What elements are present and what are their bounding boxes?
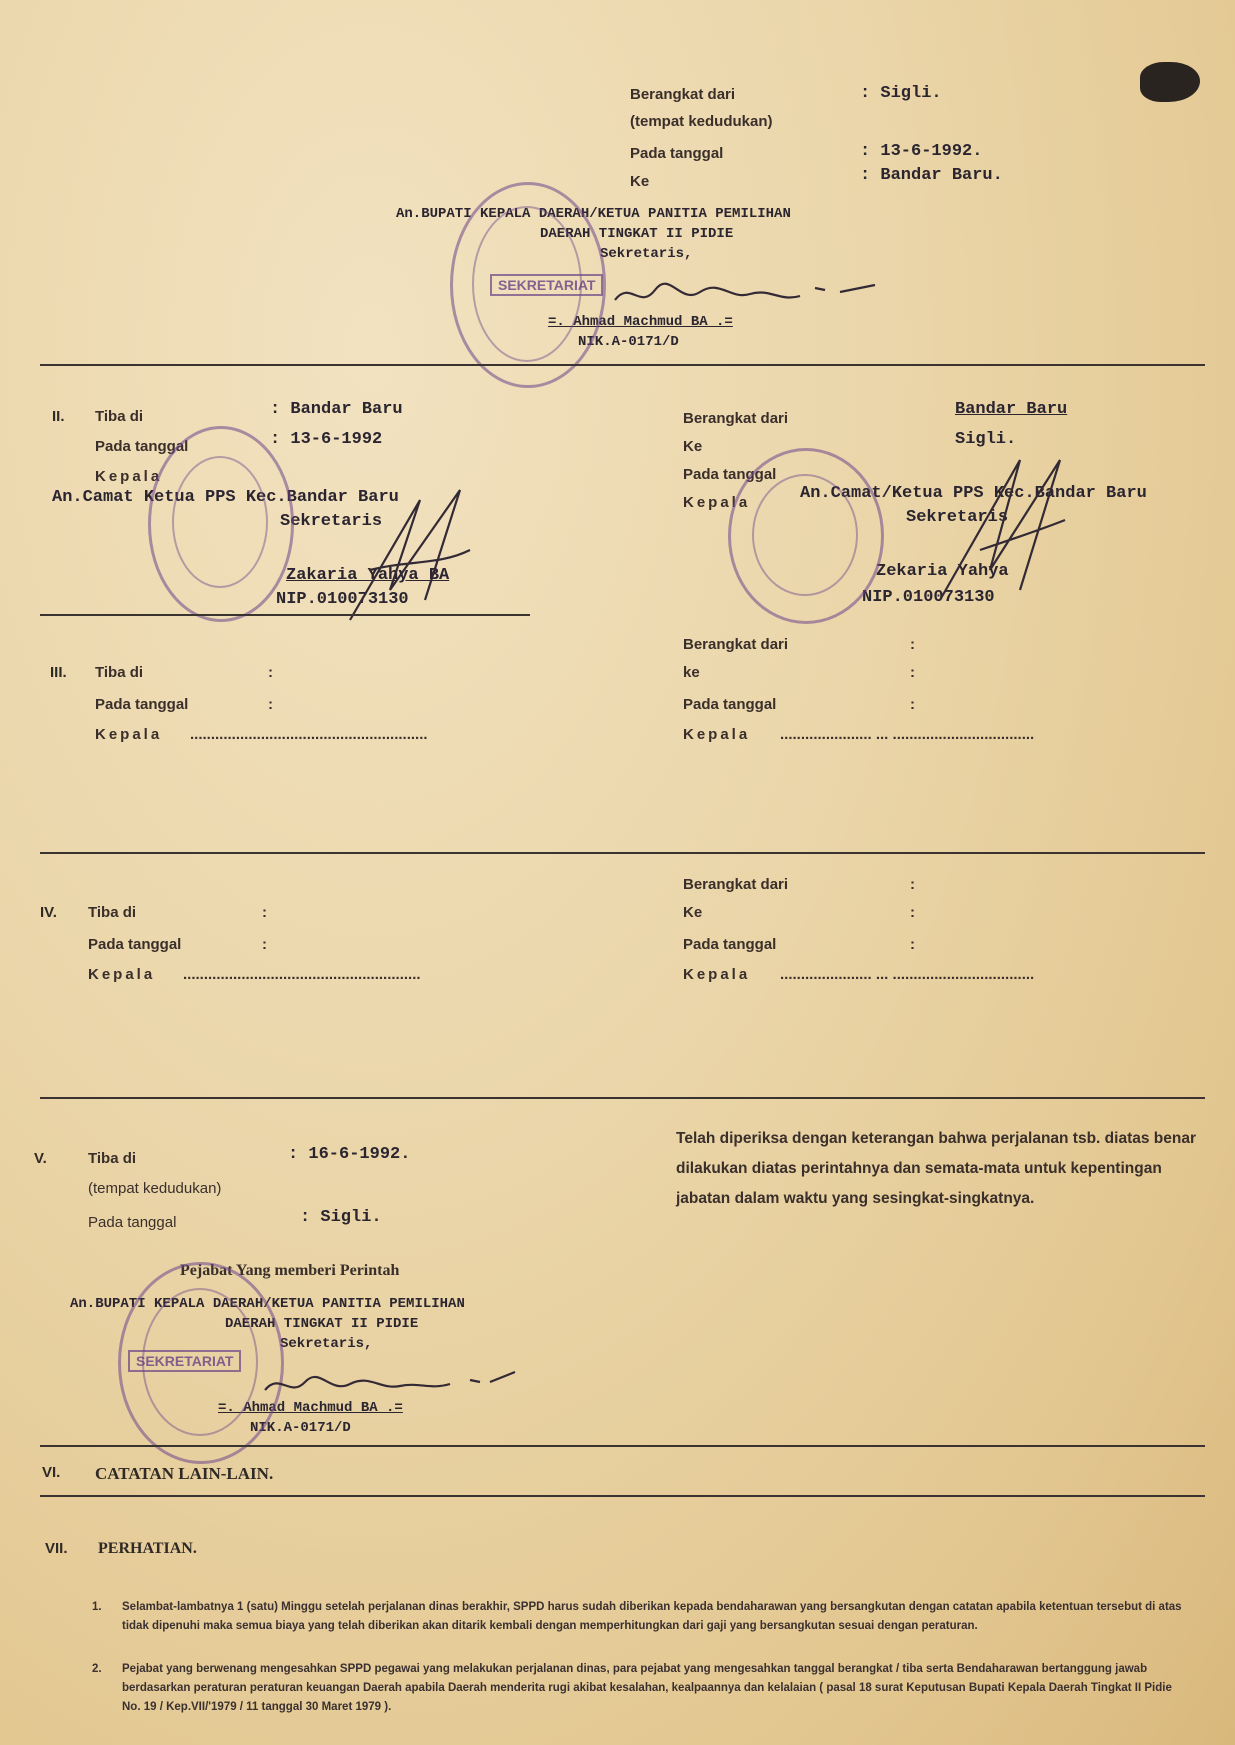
signatory-nik: NIK.A-0171/D bbox=[250, 1420, 351, 1436]
tanggal-value: : 13-6-1992. bbox=[860, 142, 983, 161]
tiba-value: : Bandar Baru bbox=[270, 400, 403, 419]
signatory-nik: NIK.A-0171/D bbox=[578, 334, 679, 350]
section-number: II. bbox=[52, 408, 65, 425]
pada-tanggal-label: Pada tanggal bbox=[630, 145, 724, 162]
right-berangkat-label: Berangkat dari bbox=[683, 876, 789, 893]
left-signature-scribble bbox=[330, 480, 480, 630]
right-ke-label: ke bbox=[683, 664, 700, 681]
left-sig-nip: NIP.010073130 bbox=[276, 590, 409, 609]
signature-title: Sekretaris, bbox=[280, 1336, 373, 1352]
section-number: VI. bbox=[42, 1464, 61, 1481]
signature-scribble bbox=[610, 270, 880, 320]
perhatian-title: PERHATIAN. bbox=[98, 1540, 197, 1557]
divider-line bbox=[40, 852, 1205, 854]
tempat-kedudukan-label: (tempat kedudukan) bbox=[630, 113, 773, 130]
right-pada-tanggal-label: Pada tanggal bbox=[683, 936, 777, 953]
ink-blot bbox=[1140, 62, 1200, 102]
tiba-label: Tiba di bbox=[88, 1150, 137, 1167]
tiba-label: Tiba di bbox=[88, 904, 137, 921]
left-sig-name: Zakaria Yahya BA bbox=[286, 566, 450, 585]
kepala-label: Kepala bbox=[95, 468, 163, 485]
section-number: V. bbox=[34, 1150, 47, 1167]
section-number: III. bbox=[50, 664, 67, 681]
right-kepala-dots: ...................... ... .................................. bbox=[780, 966, 1035, 983]
pada-tanggal-label: Pada tanggal bbox=[95, 696, 189, 713]
left-stamp-inner-ring bbox=[172, 456, 268, 588]
note-number: 1. bbox=[92, 1601, 102, 1613]
kepala-label: Kepala bbox=[95, 726, 163, 743]
right-sig-nip: NIP.010073130 bbox=[862, 588, 995, 607]
pada-tanggal-label: Pada tanggal bbox=[88, 936, 182, 953]
right-stamp-inner-ring bbox=[752, 474, 858, 596]
note-text: Selambat-lambatnya 1 (satu) Minggu setelah perjalanan dinas berakhir, SPPD harus sudah diberikan kepada bendaharawan yang bersangkutan dengan catatan apabila ketentuan tersebut di atas tidak dipenuhi maka semua biaya yang telah diberikan akan ditarik kembali dengan memperhitungkan dari gaji yang bersangkutan sesuai dengan peraturan. bbox=[122, 1601, 1182, 1632]
right-ke-label: Ke bbox=[683, 438, 703, 455]
colon: : bbox=[262, 904, 267, 921]
stamp-sekretariat-box: SEKRETARIAT bbox=[490, 274, 603, 296]
right-berangkat-label: Berangkat dari bbox=[683, 636, 789, 653]
colon: : bbox=[910, 904, 915, 921]
right-kepala-dots: ...................... ... .................................. bbox=[780, 726, 1035, 743]
note-text: Pejabat yang berwenang mengesahkan SPPD pegawai yang melakukan perjalanan dinas, para pejabat yang mengesahkan tanggal berangkat / tiba serta Bendaharawan bertanggung jawab berdasarkan peraturan peraturan keuangan Daerah apabila Daerah menderita rugi akibat kesalahan, kealpaannya dan kelalaian ( pasal 18 surat Keputusan Bupati Kepala Daerah Tingkat II Pidie No. 19 / Kep.VII/'1979 / 11 tanggal 30 Maret 1979 ). bbox=[122, 1663, 1172, 1713]
signatory-name: =. Ahmad Machmud BA .= bbox=[218, 1400, 403, 1416]
right-pada-tanggal-label: Pada tanggal bbox=[683, 466, 777, 483]
signature-authority-line: An.BUPATI KEPALA DAERAH/KETUA PANITIA PEMILIHAN bbox=[396, 206, 791, 222]
right-sig-name: Zekaria Yahya bbox=[876, 562, 1009, 581]
divider-line bbox=[40, 364, 1205, 366]
colon: : bbox=[910, 636, 915, 653]
right-kepala-label: Kepala bbox=[683, 966, 751, 983]
right-pada-tanggal-label: Pada tanggal bbox=[683, 696, 777, 713]
right-ke-label: Ke bbox=[683, 904, 703, 921]
colon: : bbox=[910, 936, 915, 953]
pada-tanggal-label: Pada tanggal bbox=[88, 1214, 177, 1231]
tanggal-value: : Sigli. bbox=[300, 1208, 382, 1227]
right-sig-authority: An.Camat/Ketua PPS Kec.Bandar Baru bbox=[800, 484, 1147, 503]
right-berangkat-label: Berangkat dari bbox=[683, 410, 789, 427]
colon: : bbox=[910, 876, 915, 893]
right-signature-scribble bbox=[920, 440, 1070, 610]
berangkat-value: : Sigli. bbox=[860, 84, 942, 103]
kepala-dots: ......................................................... bbox=[190, 726, 428, 743]
berangkat-label: Berangkat dari bbox=[630, 86, 736, 103]
section-number: IV. bbox=[40, 904, 57, 921]
signature-title: Sekretaris, bbox=[600, 246, 693, 262]
right-ke-value: Sigli. bbox=[955, 430, 1017, 449]
left-sig-title: Sekretaris bbox=[280, 512, 383, 531]
right-kepala-label: Kepala bbox=[683, 726, 751, 743]
signature-authority-line: An.BUPATI KEPALA DAERAH/KETUA PANITIA PEMILIHAN bbox=[70, 1296, 465, 1312]
colon: : bbox=[268, 664, 273, 681]
divider-line bbox=[40, 1495, 1205, 1497]
right-sig-title: Sekretaris bbox=[906, 508, 1009, 527]
ke-value: : Bandar Baru. bbox=[860, 166, 1003, 185]
tiba-value: : 16-6-1992. bbox=[288, 1145, 411, 1164]
catatan-title: CATATAN LAIN-LAIN. bbox=[95, 1464, 274, 1483]
tiba-label: Tiba di bbox=[95, 664, 144, 681]
verification-statement: Telah diperiksa dengan keterangan bahwa perjalanan tsb. diatas benar dilakukan diatas perintahnya dan semata-mata untuk kepentingan jabatan dalam waktu yang sesingkat-singkatnya. bbox=[676, 1130, 1196, 1207]
section-number: VII. bbox=[45, 1540, 68, 1557]
pada-tanggal-label: Pada tanggal bbox=[95, 438, 189, 455]
colon: : bbox=[910, 664, 915, 681]
right-kepala-label: Kepala bbox=[683, 494, 751, 511]
divider-line bbox=[40, 1445, 1205, 1447]
ke-label: Ke bbox=[630, 173, 650, 190]
pejabat-label: Pejabat Yang memberi Perintah bbox=[180, 1262, 400, 1279]
kepala-dots: ......................................................... bbox=[183, 966, 421, 983]
signature-authority-line2: DAERAH TINGKAT II PIDIE bbox=[225, 1316, 419, 1332]
signatory-name: =. Ahmad Machmud BA .= bbox=[548, 314, 733, 330]
left-sig-authority: An.Camat Ketua PPS Kec.Bandar Baru bbox=[52, 488, 399, 507]
tanggal-value: : 13-6-1992 bbox=[270, 430, 383, 449]
kepala-label: Kepala bbox=[88, 966, 156, 983]
stamp-sekretariat-box: SEKRETARIAT bbox=[128, 1350, 241, 1372]
right-berangkat-value: Bandar Baru bbox=[955, 400, 1068, 419]
signature-scribble bbox=[260, 1360, 520, 1410]
signature-authority-line2: DAERAH TINGKAT II PIDIE bbox=[540, 226, 734, 242]
colon: : bbox=[262, 936, 267, 953]
colon: : bbox=[910, 696, 915, 713]
tempat-kedudukan-label: (tempat kedudukan) bbox=[88, 1180, 222, 1197]
tiba-label: Tiba di bbox=[95, 408, 144, 425]
divider-line bbox=[40, 614, 530, 616]
note-number: 2. bbox=[92, 1663, 102, 1675]
divider-line bbox=[40, 1097, 1205, 1099]
colon: : bbox=[268, 696, 273, 713]
